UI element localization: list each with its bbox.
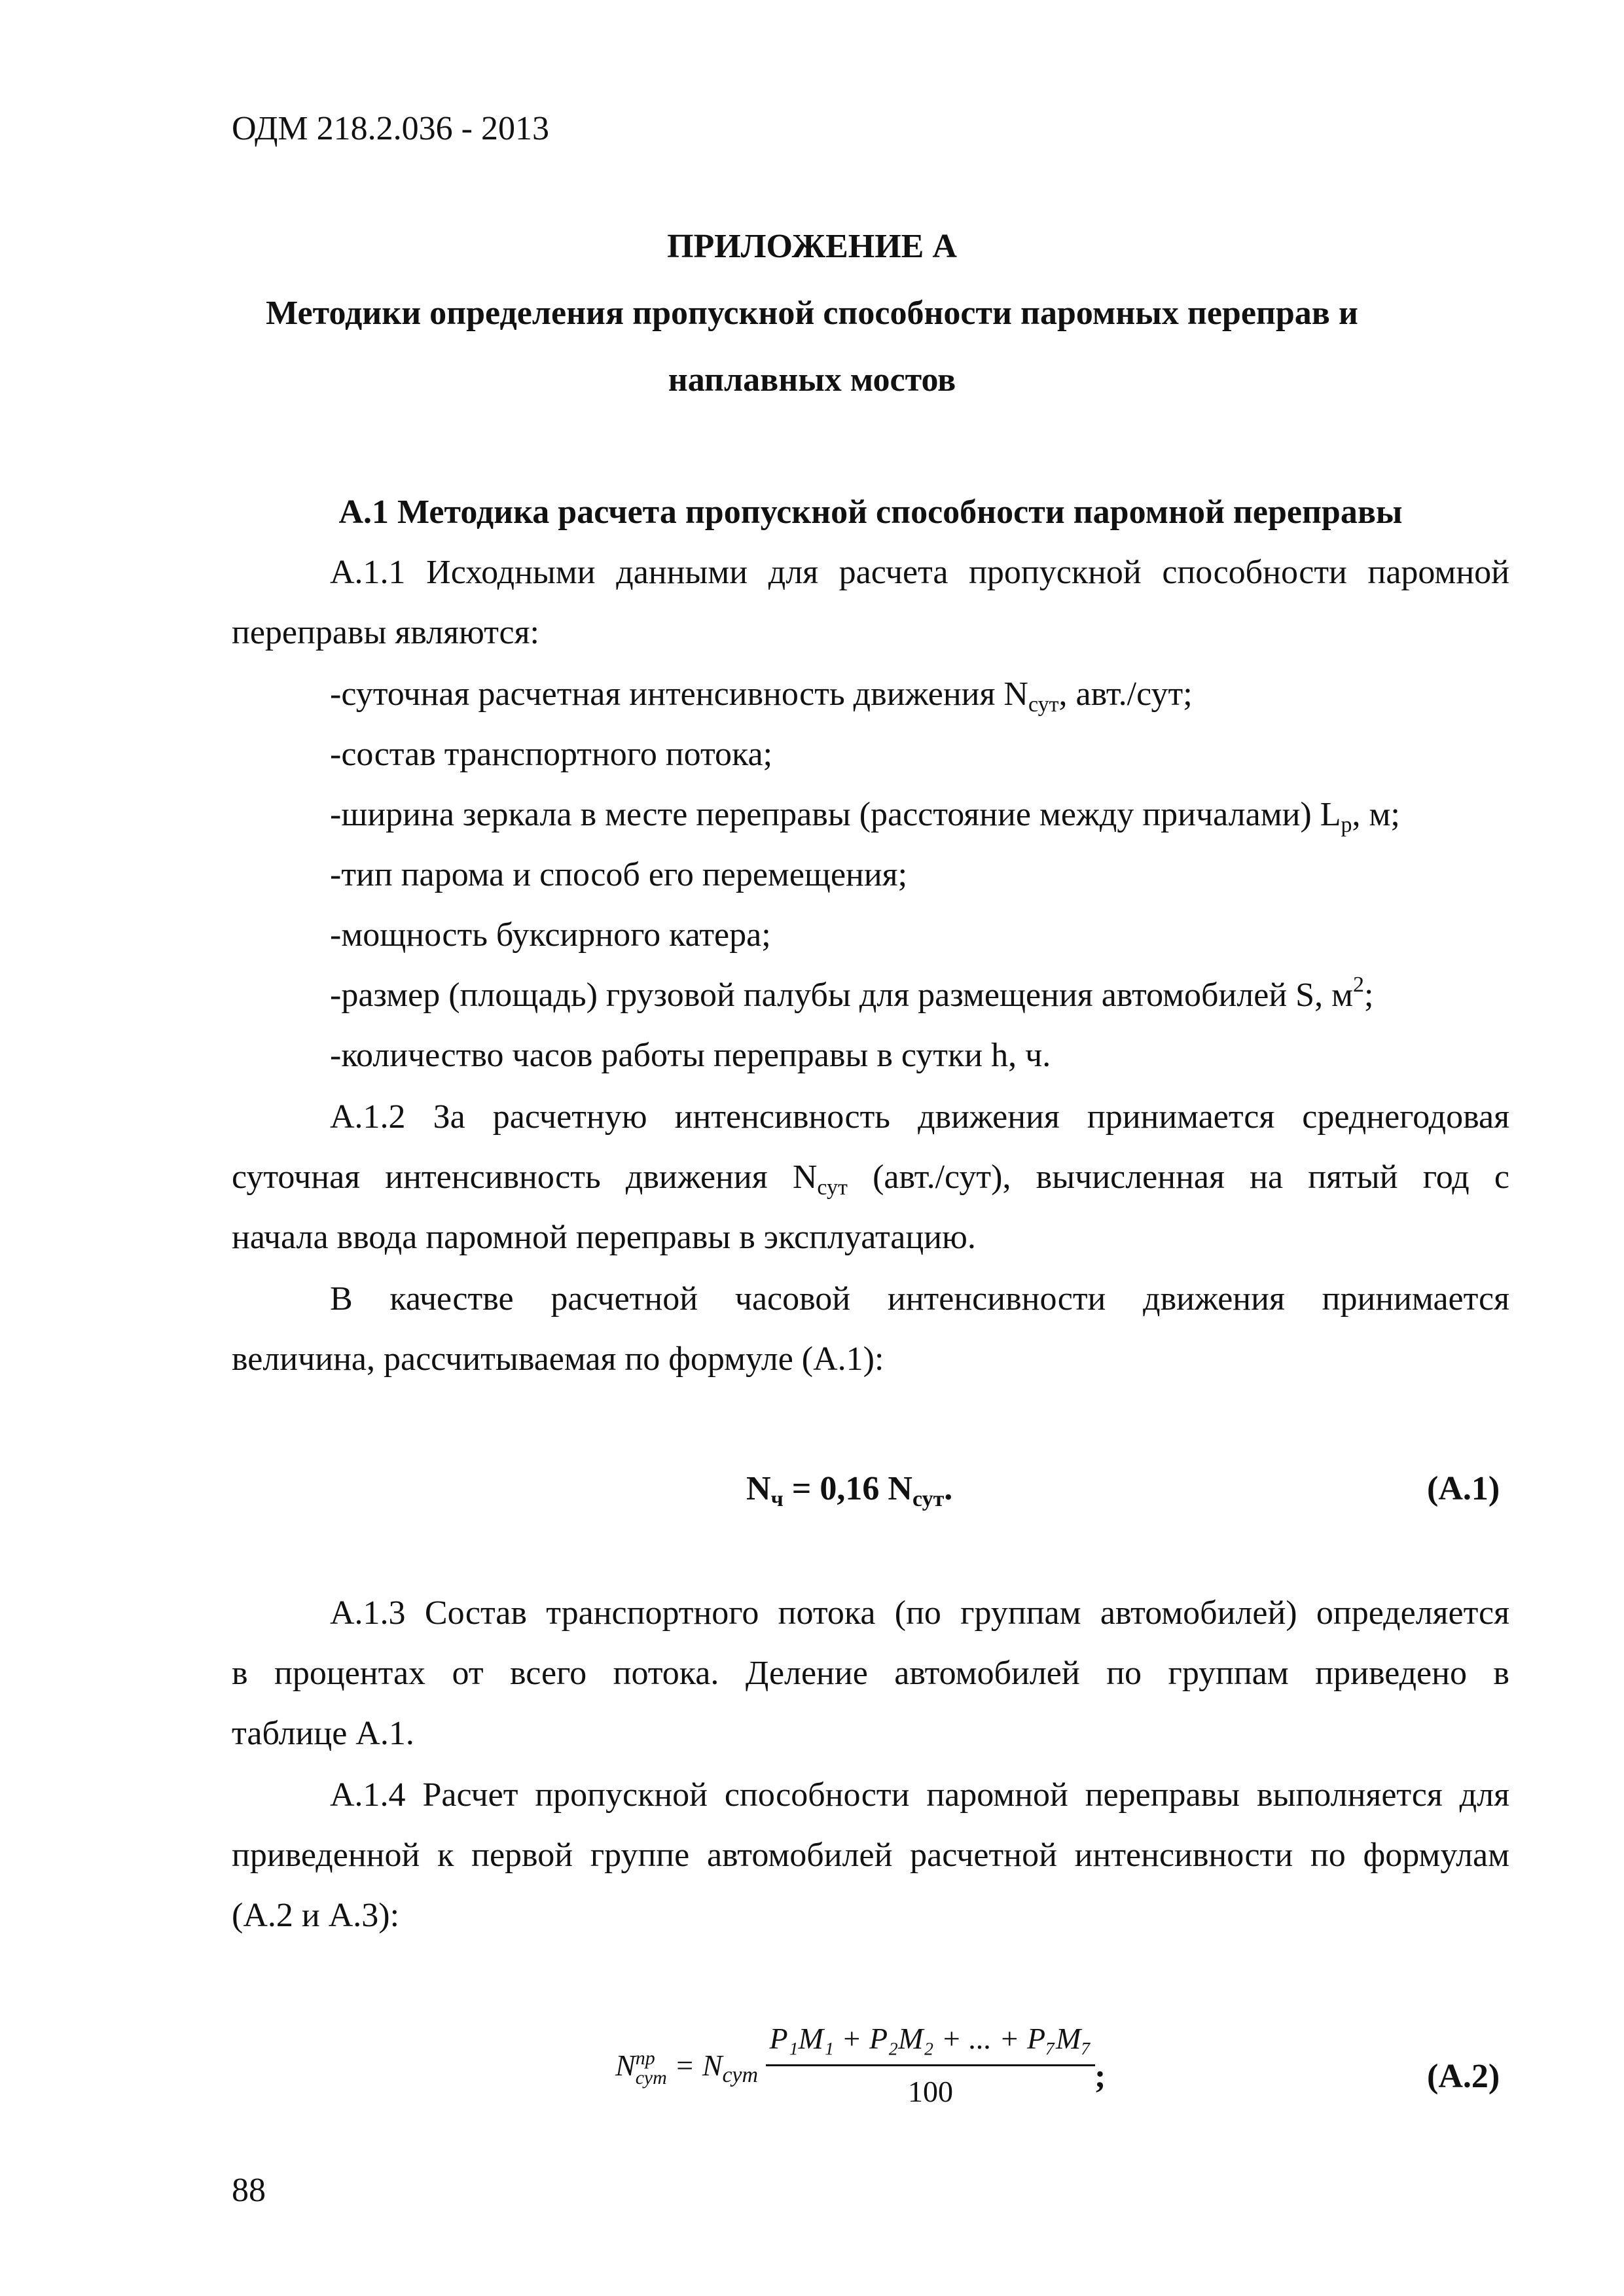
document-code: ОДМ 218.2.036 - 2013 xyxy=(232,110,549,147)
appendix-label: ПРИЛОЖЕНИЕ А xyxy=(667,228,957,265)
formula-a2-denominator: 100 xyxy=(907,2075,953,2108)
paragraph-hourly-line1: В качестве расчетной часовой интенсивности движения принимается xyxy=(330,1280,1509,1318)
formula-a2-fraction xyxy=(766,2016,1096,2115)
list-item-deck-area: -размер (площадь) грузовой палубы для размещения автомобилей S, $м^2$; xyxy=(330,973,1374,1014)
page-number: 88 xyxy=(232,2172,266,2209)
paragraph-a112-line2: суточная интенсивность движения $N_{сут}$ (авт./сут), вычисленная на пятый год с xyxy=(232,1158,1509,1200)
appendix-title-line1: Методики определения пропускной способности паромных переправ и xyxy=(266,295,1358,332)
appendix-title-line2: наплавных мостов xyxy=(668,361,956,399)
list-item-working-hours: -количество часов работы переправы в сутки h, ч. xyxy=(330,1037,1051,1074)
formula-a2-number: (А.2) xyxy=(1427,2058,1500,2095)
list-item-mirror-width: -ширина зеркала в месте переправы (расстояние между причалами) $L_р$, м; xyxy=(330,796,1400,837)
paragraph-a111-line2: переправы являются: xyxy=(232,614,540,651)
paragraph-a113-line2: в процентах от всего потока. Деление автомобилей по группам приведено в xyxy=(232,1655,1509,1692)
paragraph-hourly-line2: величина, рассчитываемая по формуле (А.1): xyxy=(232,1340,884,1378)
formula-a2-numerator: P₁M₁ + P₂M₂ + ... + P₇M₇ xyxy=(766,2016,1096,2066)
paragraph-a114-line1: А.1.4 Расчет пропускной способности паромной переправы выполняется для xyxy=(330,1776,1509,1814)
paragraph-a114-line3: (А.2 и А.3): xyxy=(232,1897,400,1934)
paragraph-a114-line2: приведенной к первой группе автомобилей расчетной интенсивности по формулам xyxy=(232,1837,1509,1874)
section-title: А.1 Методика расчета пропускной способности паромной переправы xyxy=(338,493,1403,531)
formula-a1: $N_ч = 0,16$ $N_{сут}$. xyxy=(746,1470,953,1511)
list-item-intensity: -суточная расчетная интенсивность движения $N_{сут}$, авт./сут; xyxy=(330,675,1193,717)
paragraph-a113-line1: А.1.3 Состав транспортного потока (по группам автомобилей) определяется xyxy=(330,1594,1509,1632)
paragraph-a112-line3: начала ввода паромной переправы в эксплуатацию. xyxy=(232,1219,976,1256)
list-item-tug-power: -мощность буксирного катера; xyxy=(330,916,771,954)
formula-a2: N пр сут = $N_{сут}$ $\frac{\text{P₁M₁ + P₂M₂ + ... + P₇M₇}}{100}$ xyxy=(615,2016,1095,2115)
paragraph-a112-line1: А.1.2 За расчетную интенсивность движения принимается среднегодовая xyxy=(330,1098,1509,1136)
paragraph-a113-line3: таблице А.1. xyxy=(232,1715,414,1752)
formula-a2-semicolon: ; xyxy=(1094,2058,1106,2095)
list-item-ferry-type: -тип парома и способ его перемещения; xyxy=(330,856,908,893)
paragraph-a111-line1: А.1.1 Исходными данными для расчета пропускной способности паромной xyxy=(330,554,1509,591)
formula-a1-number: (А.1) xyxy=(1427,1470,1500,1507)
list-item-traffic-composition: -состав транспортного потока; xyxy=(330,736,773,773)
